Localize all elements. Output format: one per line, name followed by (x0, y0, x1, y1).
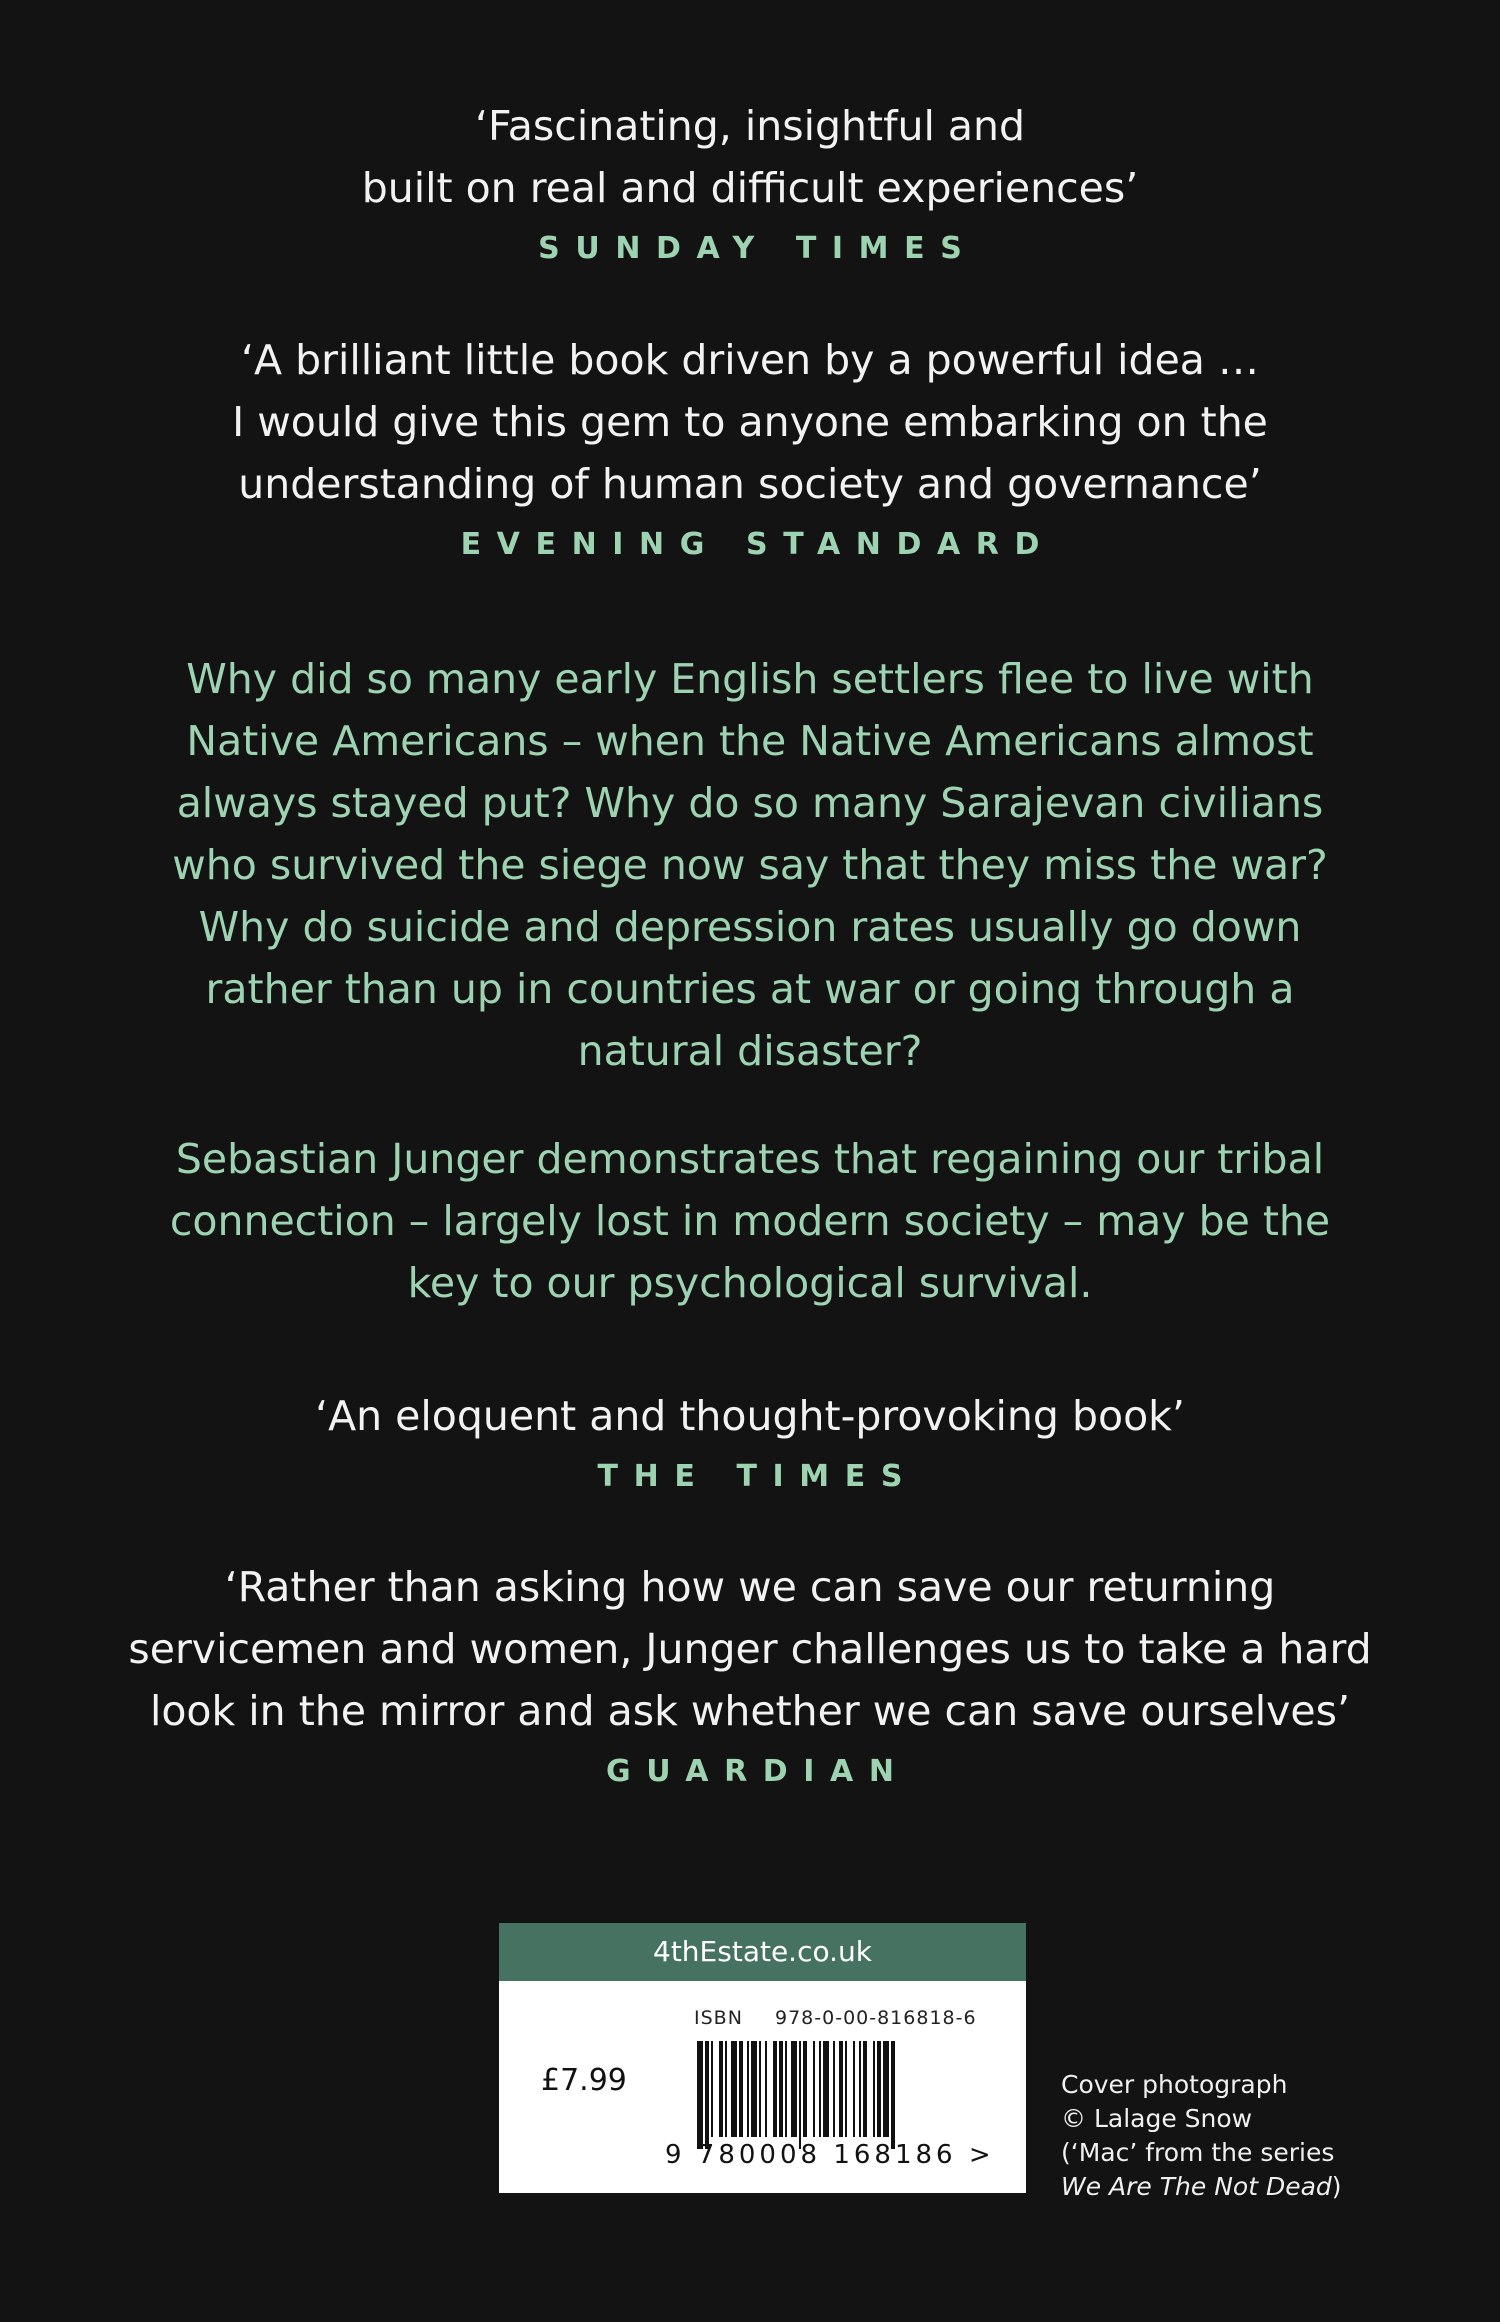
barcode-bar (731, 2041, 737, 2137)
barcode-bar (739, 2041, 743, 2137)
barcode-bar (773, 2041, 777, 2137)
barcode-bar (819, 2041, 821, 2137)
barcode-sticker (499, 1923, 1026, 2193)
cover-photo-credit (1061, 2068, 1342, 2204)
barcode-bar (823, 2041, 829, 2137)
quote-source: SUNDAY TIMES (538, 231, 978, 266)
blurb-line: Why did so many early English settlers flee to live with (186, 655, 1314, 703)
isbn-label: ISBN (694, 2007, 743, 2029)
blurb-line: Why do suicide and depression rates usually go down (198, 903, 1302, 951)
barcode-bar (839, 2041, 843, 2137)
blurb-line: natural disaster? (577, 1027, 923, 1075)
quote-evening-standard (0, 329, 1500, 569)
barcode-icon (695, 2041, 991, 2153)
barcode-bar (711, 2041, 713, 2137)
publisher-website: 4thEstate.co.uk (499, 1923, 1026, 1981)
blurb-line: Sebastian Junger demonstrates that regaining our tribal (175, 1135, 1325, 1183)
blurb-line: rather than up in countries at war or going through a (205, 965, 1295, 1013)
barcode-bar (891, 2041, 895, 2149)
barcode-bar (779, 2041, 783, 2137)
blurb-paragraph-1 (0, 648, 1500, 1082)
credit-line: (‘Mac’ from the series (1061, 2138, 1335, 2167)
quote-line: ‘Fascinating, insightful and (474, 102, 1026, 150)
blurb-line: Native Americans – when the Native Americans almost (186, 717, 1314, 765)
barcode-bar (863, 2041, 867, 2137)
barcode-bar (883, 2041, 889, 2137)
barcode-bar (791, 2041, 797, 2137)
quote-line: understanding of human society and governance’ (238, 460, 1262, 508)
quote-source: EVENING STANDARD (460, 527, 1056, 562)
barcode-bar (845, 2041, 847, 2137)
blurb-line: who survived the siege now say that they miss the war? (172, 841, 1328, 889)
quote-line: built on real and difficult experiences’ (361, 164, 1139, 212)
credit-line: Cover photograph (1061, 2070, 1288, 2099)
barcode-bar (877, 2041, 881, 2137)
quote-guardian (0, 1556, 1500, 1796)
credit-line: © Lalage Snow (1061, 2104, 1253, 2133)
quote-line: ‘A brilliant little book driven by a powerful idea … (241, 336, 1259, 384)
blurb-line: always stayed put? Why do so many Sarajevan civilians (176, 779, 1324, 827)
series-title: We Are The Not Dead (1061, 2172, 1332, 2201)
barcode-bar (719, 2041, 723, 2137)
quote-line: look in the mirror and ask whether we can save ourselves’ (149, 1687, 1351, 1735)
blurb-line: connection – largely lost in modern society – may be the (169, 1197, 1331, 1245)
barcode-bar (859, 2041, 861, 2137)
barcode-bar (747, 2041, 749, 2137)
quote-sunday-times (0, 95, 1500, 273)
credit-series-line (1061, 2170, 1342, 2204)
barcode-bar (853, 2041, 855, 2137)
barcode-bar (803, 2041, 807, 2137)
barcode-digits: 9 780008 168186 > (665, 2140, 995, 2170)
barcode-bar (705, 2041, 709, 2149)
quote-line: servicemen and women, Junger challenges us to take a hard (128, 1625, 1372, 1673)
barcode-bar (813, 2041, 815, 2137)
quote-source: GUARDIAN (606, 1754, 910, 1789)
quote-line: I would give this gem to anyone embarking on the (232, 398, 1268, 446)
blurb-paragraph-2 (0, 1128, 1500, 1314)
barcode-bar (873, 2041, 875, 2137)
quote-the-times (0, 1385, 1500, 1501)
barcode-bar (697, 2041, 703, 2149)
credit-close-paren: ) (1331, 2172, 1342, 2201)
isbn-number: 978-0-00-816818-6 (775, 2007, 977, 2029)
barcode-bar (765, 2041, 767, 2137)
blurb-line: key to our psychological survival. (407, 1259, 1093, 1307)
quote-line: ‘An eloquent and thought-provoking book’ (315, 1392, 1185, 1440)
barcode-bar (799, 2041, 801, 2149)
barcode-bar (759, 2041, 761, 2137)
quote-line: ‘Rather than asking how we can save our returning (224, 1563, 1276, 1611)
barcode-bar (725, 2041, 727, 2137)
barcode-bar (751, 2041, 757, 2137)
price: £7.99 (541, 2063, 627, 2098)
barcode-bar (833, 2041, 835, 2137)
quote-source: THE TIMES (597, 1459, 919, 1494)
barcode-bar (785, 2041, 787, 2137)
